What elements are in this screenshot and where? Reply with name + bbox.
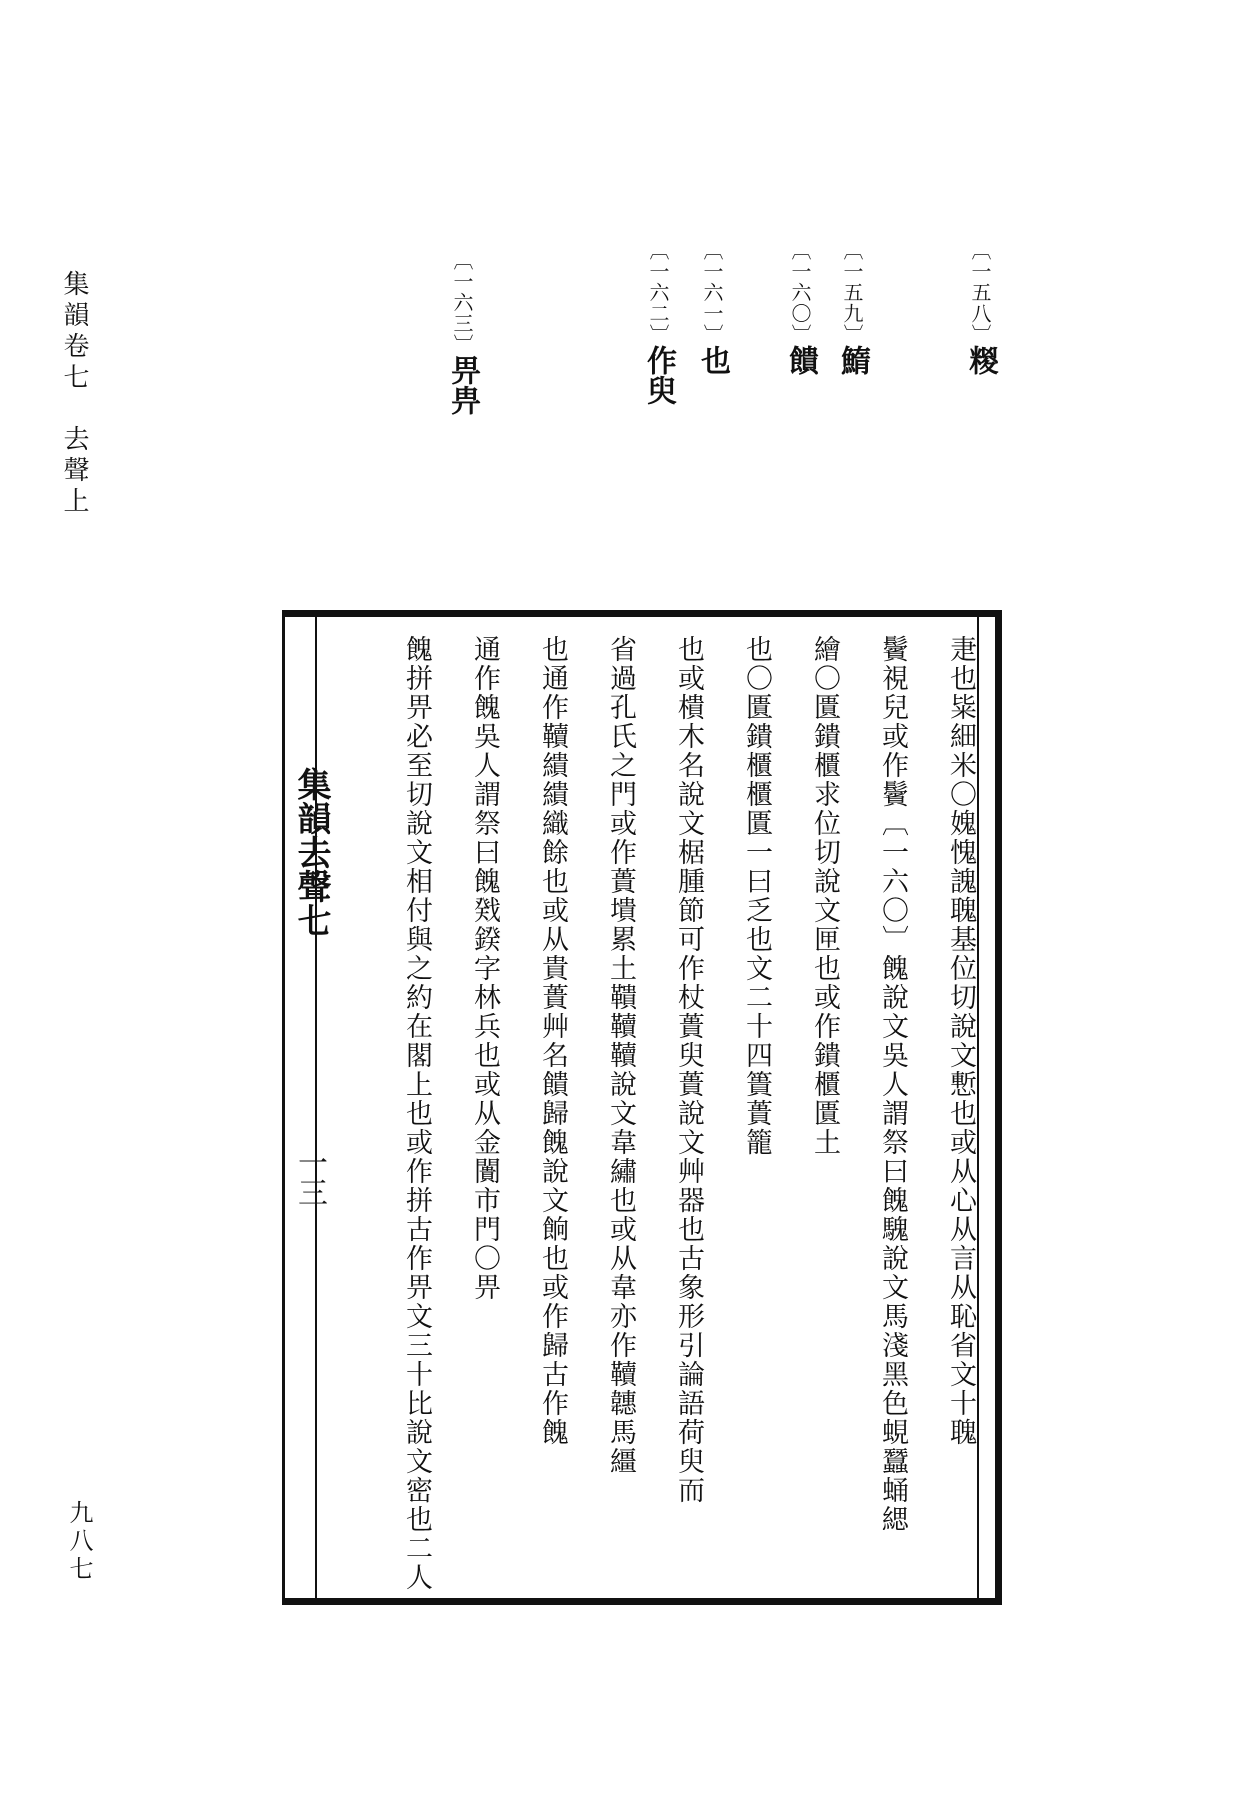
- text-column-4: 也〇匱鐀櫃櫃匱一曰乏也文二十四簣蕢籠: [741, 635, 772, 1157]
- text-column-1: 疌也粊細米〇媿愧謉聭基位切說文慙也或从心从言从恥省文十聭: [945, 635, 976, 1447]
- text-column-6: 省過孔氏之門或作蕢墤累土鞼韇韇說文韋繡也或从韋亦作韇韢馬繮: [605, 635, 636, 1476]
- note-text: 饋: [783, 345, 818, 375]
- note-number: 〔一五九〕: [840, 240, 864, 345]
- collation-note: [830, 240, 874, 375]
- text-column-3: 繪〇匱鐀櫃求位切說文匣也或作鐀櫃匱土: [809, 635, 840, 1157]
- note-text: 也: [695, 345, 730, 375]
- collation-note: [958, 240, 1002, 375]
- printed-text-block: [282, 610, 1002, 1605]
- note-text: 畀畁: [445, 355, 480, 415]
- collation-note: [690, 240, 734, 375]
- inner-border-line: [977, 617, 979, 1598]
- margin-title: 集韻去聲七: [291, 767, 331, 937]
- text-column-5: 也或樻木名說文椐腫節可作杖蕢臾蕢說文艸器也古象形引論語荷臾而: [673, 635, 704, 1505]
- text-column-9: 餽拼畀必至切說文相付與之約在閣上也或作拼古作畀文三十比說文密也二人: [401, 635, 432, 1592]
- collation-note: [440, 250, 484, 415]
- note-text: 鰖: [835, 345, 870, 375]
- text-column-7: 也通作韇繢繢織餘也或从貴蕢艸名饋歸餽說文餉也或作歸古作餽: [537, 635, 568, 1447]
- note-number: 〔一六〇〕: [788, 240, 812, 345]
- note-number: 〔一五八〕: [968, 240, 992, 345]
- folio-page-number: 九八七: [65, 1500, 93, 1584]
- note-number: 〔一六二〕: [646, 240, 670, 345]
- margin-page-number: 一三: [292, 1147, 327, 1207]
- collation-note: [636, 240, 680, 405]
- block-margin-strip: [285, 617, 331, 1598]
- note-text: 糉: [963, 345, 998, 375]
- text-column-8: 通作餽吳人謂祭曰餽戣鍨字林兵也或从金闠市門〇畀: [469, 635, 500, 1302]
- note-number: 〔一六一〕: [700, 240, 724, 345]
- collation-note: [778, 240, 822, 375]
- running-title: 集韻卷七 去聲上: [59, 270, 89, 518]
- note-text: 作臾: [641, 345, 676, 405]
- text-column-2: 鬢視兒或作鬢〔一六〇〕餽說文吳人謂祭曰餽騩說文馬淺黑色蜆蠶蛹緦: [877, 635, 908, 1534]
- note-number: 〔一六三〕: [450, 250, 474, 355]
